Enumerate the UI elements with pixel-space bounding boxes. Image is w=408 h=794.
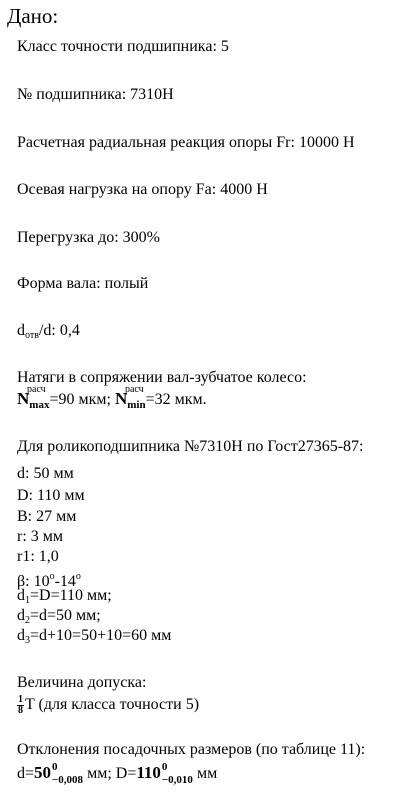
d2-sub: 2: [25, 615, 30, 626]
beta-pre: β: 10: [17, 573, 50, 590]
d1-rest: =D=110 мм;: [30, 587, 112, 604]
tolerance-value: [17, 693, 199, 717]
dev-D-upper: 0: [161, 761, 168, 773]
beta-deg2: o: [75, 571, 81, 582]
d-ratio-d: d: [17, 322, 25, 339]
dev-D-lower: −0,010: [161, 774, 193, 786]
beta-mid: -14: [54, 573, 76, 590]
bearing-number: № подшипника: 7310Н: [17, 86, 174, 103]
d3-sub: 3: [25, 635, 30, 646]
n-max-sub: max: [29, 399, 50, 411]
d1-pre: d: [17, 587, 25, 604]
beta-deg1: o: [49, 571, 55, 582]
accuracy-class: Класс точности подшипника: 5: [17, 38, 229, 55]
n-max: [17, 384, 50, 414]
dev-unit: мм: [192, 765, 218, 782]
fraction-denominator: 8: [18, 704, 23, 716]
d2-rest: =d=50 мм;: [30, 607, 101, 624]
d-ratio: [17, 322, 80, 345]
n-min: [114, 384, 146, 414]
param-d: d: 50 мм: [17, 465, 74, 482]
d-ratio-sub: отв: [25, 330, 39, 341]
tolerance-rest: T (для класса точности 5): [25, 696, 200, 713]
tolerance-fraction: [17, 695, 24, 716]
dev-d-value: 50: [34, 763, 52, 782]
d1-sub: 1: [25, 595, 30, 606]
d-ratio-rest: /d: 0,4: [38, 322, 80, 339]
interference-values: [17, 384, 207, 414]
overload: Перегрузка до: 300%: [17, 229, 160, 246]
tolerance-heading: Величина допуска:: [17, 674, 147, 691]
axial-load: Осевая нагрузка на опору Fa: 4000 Н: [17, 181, 268, 198]
fraction-numerator: 1: [18, 693, 23, 705]
n-min-sup: расч: [124, 384, 144, 395]
radial-reaction: Расчетная радиальная реакция опоры Fr: 10000 Н: [17, 134, 355, 151]
param-r: r: 3 мм: [17, 528, 64, 545]
n-max-sup: расч: [27, 384, 46, 395]
roller-heading: Для роликоподшипника №7310Н по Гост27365-87:: [17, 438, 364, 455]
n-max-letter: N: [17, 389, 30, 408]
dev-D: [136, 761, 168, 783]
shaft-form: Форма вала: полый: [17, 275, 149, 292]
param-r1: r1: 1,0: [17, 548, 59, 565]
dev-d: [34, 761, 58, 783]
param-B: B: 27 мм: [17, 508, 77, 525]
n-min-letter: N: [114, 389, 128, 408]
deviations-heading: Отклонения посадочных размеров (по таблице 11):: [17, 741, 366, 758]
n-max-value: =90 мкм;: [49, 391, 115, 408]
dev-D-value: 110: [136, 763, 161, 782]
param-D: D: 110 мм: [17, 487, 85, 504]
interference-heading: Натяги в сопряжении вал-зубчатое колесо:: [17, 369, 307, 386]
n-min-value: =32 мкм.: [145, 391, 207, 408]
page-title: Дано:: [7, 4, 59, 28]
dev-d-label: d=: [17, 765, 35, 782]
d2-pre: d: [17, 607, 25, 624]
d3-pre: d: [17, 627, 25, 644]
dev-d-lower: −0,008: [52, 774, 84, 786]
deviations-values: [17, 761, 218, 789]
param-d3: [17, 627, 171, 650]
d3-rest: =d+10=50+10=60 мм: [30, 627, 172, 644]
n-min-sub: min: [127, 399, 146, 411]
dev-d-upper: 0: [52, 761, 58, 773]
dev-sep: мм; D=: [83, 765, 137, 782]
